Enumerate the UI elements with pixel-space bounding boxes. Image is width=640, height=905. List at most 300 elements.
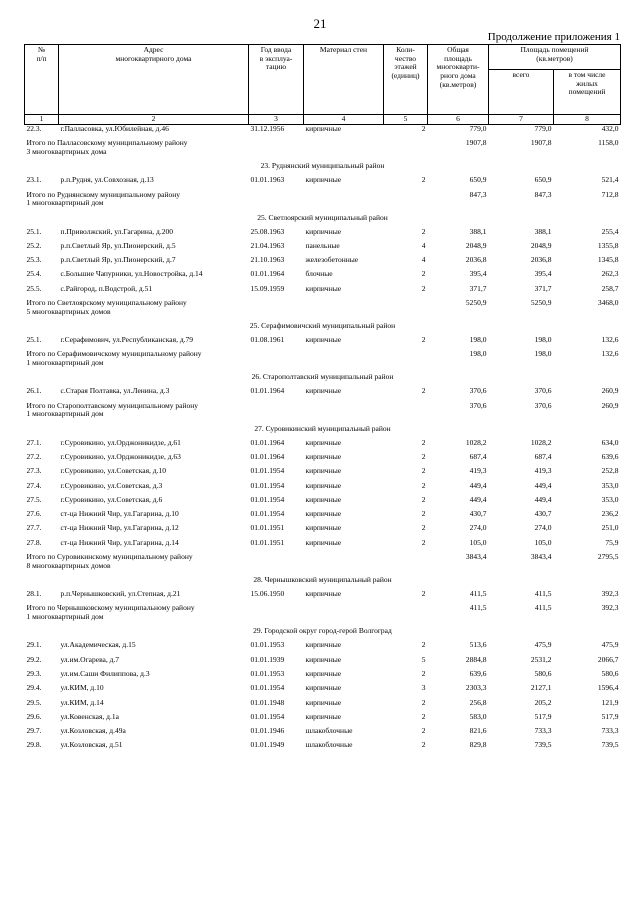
material-cell: блочные: [305, 270, 333, 279]
subtotal-residential: 132,6: [601, 350, 619, 359]
table-row: [25, 524, 621, 538]
row-number: 27.2.: [26, 452, 42, 461]
year-cell: 01.01.1964: [250, 270, 285, 279]
header-num: № п/п: [25, 45, 59, 115]
total-area-cell: 650,9: [469, 176, 487, 185]
residential-area-cell: 639,6: [601, 452, 619, 461]
material-cell: панельные: [305, 241, 340, 250]
column-numbers-row: [25, 115, 621, 125]
subtotal-total-area: 198,0: [469, 350, 487, 359]
total-area-cell: 395,4: [469, 270, 487, 279]
material-cell: кирпичные: [305, 669, 342, 678]
floors-cell: 2: [421, 387, 426, 396]
address-cell: р.п.Чернышковский, ул.Степная, д.21: [60, 590, 181, 599]
subtotal-total-area: 370,6: [469, 401, 487, 410]
total-area-cell: 105,0: [469, 538, 487, 547]
address-cell: г.Суровикино, ул.Орджоникидзе, д.61: [60, 438, 181, 447]
header-material: Материал стен: [304, 45, 384, 115]
section-heading-row: [25, 576, 621, 590]
residential-area-cell: 521,4: [601, 176, 619, 185]
material-cell: кирпичные: [305, 510, 342, 519]
header-floors: Коли- чество этажей (единиц): [384, 45, 428, 115]
header-year: Год ввода в эксплуа- тацию: [249, 45, 304, 115]
row-number: 25.5.: [26, 284, 42, 293]
floors-cell: 2: [421, 641, 426, 650]
floors-cell: 2: [421, 727, 426, 736]
section-heading: 25. Светлоярский муниципальный район: [257, 213, 388, 222]
row-number: 25.3.: [26, 256, 42, 265]
table-row: [25, 590, 621, 604]
premises-all-cell: 205,2: [534, 698, 552, 707]
material-cell: шлакоблочные: [305, 727, 353, 736]
header-all: всего: [489, 70, 554, 115]
year-cell: 01.01.1954: [250, 712, 285, 721]
address-cell: с.Большие Чапурники, ул.Новостройка, д.14: [60, 270, 203, 279]
table-row: [25, 336, 621, 350]
premises-all-cell: 733,3: [534, 727, 552, 736]
row-number: 29.3.: [26, 669, 42, 678]
floors-cell: 2: [421, 336, 426, 345]
total-area-cell: 449,4: [469, 495, 487, 504]
floors-cell: 2: [421, 467, 426, 476]
floors-cell: 2: [421, 227, 426, 236]
row-number: 29.4.: [26, 684, 42, 693]
material-cell: кирпичные: [305, 284, 342, 293]
material-cell: кирпичные: [305, 495, 342, 504]
material-cell: железобетонные: [305, 256, 359, 265]
year-cell: 15.09.1959: [250, 284, 285, 293]
address-cell: г.Серафимович, ул.Республиканская, д.79: [60, 336, 194, 345]
address-cell: г.Суровикино, ул.Советская, д.6: [60, 495, 163, 504]
row-number: 25.1.: [26, 336, 42, 345]
subtotal-total-area: 5250,9: [465, 299, 487, 308]
table-row: [25, 727, 621, 741]
floors-cell: 5: [421, 655, 426, 664]
year-cell: 01.01.1964: [250, 452, 285, 461]
row-number: 29.2.: [26, 655, 42, 664]
premises-all-cell: 430,7: [534, 510, 552, 519]
premises-all-cell: 2127,1: [530, 684, 552, 693]
premises-all-cell: 449,4: [534, 495, 552, 504]
subtotal-row: [25, 604, 621, 627]
residential-area-cell: 392,3: [601, 590, 619, 599]
total-area-cell: 274,0: [469, 524, 487, 533]
year-cell: 31.12.1956: [249, 125, 304, 140]
subtotal-row: [25, 350, 621, 373]
row-number: 27.5.: [26, 495, 42, 504]
total-area-cell: 829,8: [469, 741, 487, 750]
year-cell: 25.08.1963: [250, 227, 285, 236]
premises-all-cell: 739,5: [534, 741, 552, 750]
floors-cell: 2: [421, 438, 426, 447]
subtotal-residential: 392,3: [601, 604, 619, 613]
year-cell: 01.01.1951: [250, 524, 285, 533]
table-row: [25, 256, 621, 270]
premises-all-cell: 274,0: [534, 524, 552, 533]
address-cell: ул.КИМ, д.10: [60, 684, 104, 693]
subtotal-label: Итого по Палласовскому муниципальному району 3 многоквартирных дома: [26, 139, 188, 156]
total-area-cell: 583,0: [469, 712, 487, 721]
column-number: 4: [304, 115, 384, 125]
table-row: [25, 242, 621, 256]
residential-area-cell: 475,9: [601, 641, 619, 650]
floors-cell: 4: [421, 256, 426, 265]
floors-cell: 2: [421, 481, 426, 490]
table-row: [25, 176, 621, 190]
subtotal-premises-all: 370,6: [534, 401, 552, 410]
material-cell: кирпичные: [305, 524, 342, 533]
material-cell: кирпичные: [305, 387, 342, 396]
subtotal-residential: 2795,5: [597, 553, 619, 562]
total-area-cell: 2884,8: [465, 655, 487, 664]
premises-all-cell: 2036,8: [530, 256, 552, 265]
floors-cell: 2: [421, 538, 426, 547]
row-number: 26.1.: [26, 387, 42, 396]
year-cell: 01.01.1963: [250, 176, 285, 185]
column-number: 3: [249, 115, 304, 125]
subtotal-total-area: 3843,4: [465, 553, 487, 562]
floors-cell: 3: [421, 684, 426, 693]
floors-cell: 2: [421, 510, 426, 519]
year-cell: 21.04.1963: [250, 241, 285, 250]
year-cell: 01.01.1949: [250, 741, 285, 750]
address-cell: ул.им.Саши Филиппова, д.3: [60, 669, 150, 678]
year-cell: 01.01.1951: [250, 538, 285, 547]
subtotal-premises-all: 198,0: [534, 350, 552, 359]
section-heading-row: [25, 627, 621, 641]
material-cell: кирпичные: [305, 336, 342, 345]
subtotal-premises-all: 411,5: [534, 604, 552, 613]
housing-table: [24, 44, 621, 756]
floors-cell: 2: [421, 176, 426, 185]
residential-area-cell: 517,9: [601, 712, 619, 721]
table-row: [25, 496, 621, 510]
residential-area-cell: 75,9: [605, 538, 619, 547]
floors-cell: 2: [421, 741, 426, 750]
total-area-cell: 2036,8: [465, 256, 487, 265]
address-cell: р.п.Рудня, ул.Совхозная, д.13: [60, 176, 154, 185]
row-number: 25.1.: [26, 227, 42, 236]
address-cell: ст-ца Нижний Чир, ул.Гагарина, д.10: [60, 510, 179, 519]
material-cell: кирпичные: [305, 538, 342, 547]
row-number: 27.3.: [26, 467, 42, 476]
total-area-cell: 370,6: [469, 387, 487, 396]
column-number: 8: [554, 115, 621, 125]
row-number: 27.1.: [26, 438, 42, 447]
page-number: 21: [313, 16, 327, 31]
floors-cell: 2: [421, 452, 426, 461]
address-cell: ул.Козловская, д.49а: [60, 727, 126, 736]
total-area-cell: 687,4: [469, 452, 487, 461]
premises-all-cell: 411,5: [534, 590, 552, 599]
subtotal-residential: 1158,0: [598, 139, 619, 148]
premises-all-cell: 517,9: [534, 712, 552, 721]
subtotal-premises-all: 847,3: [534, 190, 552, 199]
section-heading: 28. Чернышковский муниципальный район: [253, 576, 392, 585]
floors-cell: 2: [421, 270, 426, 279]
premises-all-cell: 449,4: [534, 481, 552, 490]
residential-area-cell: 121,9: [601, 698, 619, 707]
address-cell: ул.Ковенская, д.1а: [60, 712, 119, 721]
year-cell: 01.01.1939: [250, 655, 285, 664]
subtotal-total-area: 847,3: [469, 190, 487, 199]
floors-cell: 2: [421, 698, 426, 707]
premises-all-cell: 395,4: [534, 270, 552, 279]
premises-all-cell: 371,7: [534, 284, 552, 293]
residential-area-cell: 739,5: [601, 741, 619, 750]
material-cell: кирпичные: [305, 227, 342, 236]
residential-area-cell: 258,7: [601, 284, 619, 293]
row-number: 22.3.: [25, 125, 59, 140]
year-cell: 01.08.1961: [250, 336, 285, 345]
address-cell: п.Приволжский, ул.Гагарина, д.200: [60, 227, 173, 236]
address-cell: ул.им.Огарева, д.7: [60, 655, 120, 664]
table-body: [25, 125, 621, 756]
total-area-cell: 779,0: [428, 125, 489, 140]
column-number: 6: [428, 115, 489, 125]
material-cell: шлакоблочные: [305, 741, 353, 750]
total-area-cell: 388,1: [469, 227, 487, 236]
row-number: 29.6.: [26, 712, 42, 721]
floors-cell: 2: [421, 495, 426, 504]
row-number: 29.8.: [26, 741, 42, 750]
total-area-cell: 430,7: [469, 510, 487, 519]
premises-all-cell: 2531,2: [530, 655, 552, 664]
address-cell: г.Суровикино, ул.Советская, д.10: [60, 467, 166, 476]
table-row: [25, 741, 621, 755]
material-cell: кирпичные: [305, 176, 342, 185]
year-cell: 01.01.1964: [250, 438, 285, 447]
premises-all-cell: 2048,9: [530, 241, 552, 250]
premises-all-cell: 650,9: [534, 176, 552, 185]
year-cell: 21.10.1963: [250, 256, 285, 265]
subtotal-total-area: 1907,8: [465, 139, 487, 148]
residential-area-cell: 252,8: [601, 467, 619, 476]
residential-area-cell: 260,9: [601, 387, 619, 396]
premises-all-cell: 580,6: [534, 669, 552, 678]
table-row: [25, 510, 621, 524]
subtotal-label: Итого по Серафимовичскому муниципальному району 1 многоквартирный дом: [26, 350, 202, 367]
residential-area-cell: 353,0: [601, 495, 619, 504]
subtotal-row: [25, 402, 621, 425]
section-heading-row: [25, 322, 621, 336]
address-cell: ст-ца Нижний Чир, ул.Гагарина, д.12: [60, 524, 179, 533]
subtotal-label: Итого по Светлоярскому муниципальному району 5 многоквартирных домов: [26, 299, 187, 316]
premises-all-cell: 687,4: [534, 452, 552, 461]
address-cell: с.Райгород, п.Водстрой, д.51: [60, 284, 153, 293]
material-cell: кирпичные: [305, 655, 342, 664]
subtotal-residential: 712,8: [601, 190, 619, 199]
year-cell: 01.01.1946: [250, 727, 285, 736]
table-row: [25, 656, 621, 670]
floors-cell: 2: [421, 669, 426, 678]
premises-all-cell: 198,0: [534, 336, 552, 345]
year-cell: 01.01.1954: [250, 481, 285, 490]
table-row: [25, 285, 621, 299]
continuation-label: Продолжение приложения 1: [487, 31, 620, 43]
residential-area-cell: 1355,8: [597, 241, 619, 250]
table-row: [25, 713, 621, 727]
address-cell: ул.Академическая, д.15: [60, 641, 136, 650]
residential-area-cell: 262,3: [601, 270, 619, 279]
header-total-area: Общая площадь многокварти- рного дома (кв.метров): [428, 45, 489, 115]
subtotal-residential: 3468,0: [597, 299, 619, 308]
material-cell: кирпичные: [305, 712, 342, 721]
material-cell: кирпичные: [305, 590, 342, 599]
total-area-cell: 419,3: [469, 467, 487, 476]
residential-area-cell: 634,0: [601, 438, 619, 447]
premises-all-cell: 475,9: [534, 641, 552, 650]
total-area-cell: 256,8: [469, 698, 487, 707]
material-cell: кирпичные: [305, 684, 342, 693]
premises-all-cell: 370,6: [534, 387, 552, 396]
floors-cell: 2: [421, 524, 426, 533]
residential-area-cell: 251,0: [601, 524, 619, 533]
residential-area-cell: 432,0: [554, 125, 621, 140]
table-row: [25, 641, 621, 655]
address-cell: ст-ца Нижний Чир, ул.Гагарина, д.14: [60, 538, 179, 547]
column-number: 2: [59, 115, 249, 125]
row-number: 23.1.: [26, 176, 42, 185]
table-row: [25, 270, 621, 284]
row-number: 27.7.: [26, 524, 42, 533]
row-number: 25.4.: [26, 270, 42, 279]
material-cell: кирпичные: [305, 467, 342, 476]
premises-all-cell: 419,3: [534, 467, 552, 476]
table-row: [25, 125, 621, 140]
subtotal-residential: 260,9: [601, 401, 619, 410]
residential-area-cell: 132,6: [601, 336, 619, 345]
material-cell: кирпичные: [304, 125, 384, 140]
column-number: 5: [384, 115, 428, 125]
section-heading: 23. Руднянский муниципальный район: [260, 162, 385, 171]
total-area-cell: 2048,9: [465, 241, 487, 250]
column-number: 1: [25, 115, 59, 125]
residential-area-cell: 2066,7: [597, 655, 619, 664]
row-number: 25.2.: [26, 241, 42, 250]
section-heading: 25. Серафимовичский муниципальный район: [249, 322, 396, 331]
premises-all-cell: 779,0: [489, 125, 554, 140]
subtotal-row: [25, 299, 621, 322]
total-area-cell: 821,6: [469, 727, 487, 736]
header-residential: в том числе жилых помещений: [554, 70, 621, 115]
address-cell: с.Старая Полтавка, ул.Ленина, д.3: [60, 387, 170, 396]
residential-area-cell: 1596,4: [597, 684, 619, 693]
residential-area-cell: 236,2: [601, 510, 619, 519]
total-area-cell: 371,7: [469, 284, 487, 293]
header-premises: Площадь помещений (кв.метров): [489, 45, 621, 70]
header-address: Адрес многоквартирного дома: [59, 45, 249, 115]
premises-all-cell: 388,1: [534, 227, 552, 236]
address-cell: р.п.Светлый Яр, ул.Пионерский, д.5: [60, 241, 176, 250]
total-area-cell: 198,0: [469, 336, 487, 345]
address-cell: ул.КИМ, д.14: [60, 698, 104, 707]
residential-area-cell: 580,6: [601, 669, 619, 678]
year-cell: 01.01.1954: [250, 467, 285, 476]
year-cell: 01.01.1954: [250, 510, 285, 519]
table-row: [25, 482, 621, 496]
floors-cell: 4: [421, 241, 426, 250]
year-cell: 01.01.1948: [250, 698, 285, 707]
year-cell: 01.01.1953: [250, 669, 285, 678]
floors-cell: 2: [421, 284, 426, 293]
table-row: [25, 684, 621, 698]
floors-cell: 2: [421, 590, 426, 599]
subtotal-label: Итого по Чернышковскому муниципальному району 1 многоквартирный дом: [26, 604, 195, 621]
section-heading: 27. Суровикинский муниципальный район: [254, 424, 391, 433]
material-cell: кирпичные: [305, 438, 342, 447]
total-area-cell: 1028,2: [465, 438, 487, 447]
year-cell: 01.01.1964: [250, 387, 285, 396]
year-cell: 01.01.1954: [250, 495, 285, 504]
section-heading-row: [25, 162, 621, 176]
address-cell: г.Палласовка, ул.Юбилейная, д.46: [59, 125, 249, 140]
subtotal-row: [25, 139, 621, 162]
subtotal-premises-all: 1907,8: [530, 139, 552, 148]
material-cell: кирпичные: [305, 481, 342, 490]
row-number: 29.1.: [26, 641, 42, 650]
address-cell: ул.Козловская, д.51: [60, 741, 123, 750]
column-number: 7: [489, 115, 554, 125]
year-cell: 01.01.1953: [250, 641, 285, 650]
material-cell: кирпичные: [305, 641, 342, 650]
floors-cell: 2: [384, 125, 428, 140]
residential-area-cell: 255,4: [601, 227, 619, 236]
row-number: 27.6.: [26, 510, 42, 519]
row-number: 29.7.: [26, 727, 42, 736]
total-area-cell: 639,6: [469, 669, 487, 678]
total-area-cell: 411,5: [469, 590, 487, 599]
table-row: [25, 228, 621, 242]
total-area-cell: 449,4: [469, 481, 487, 490]
table-row: [25, 439, 621, 453]
year-cell: 15.06.1950: [250, 590, 285, 599]
subtotal-label: Итого по Старополтавскому муниципальному району 1 многоквартирный дом: [26, 401, 198, 419]
table-row: [25, 699, 621, 713]
material-cell: кирпичные: [305, 452, 342, 461]
table-row: [25, 539, 621, 553]
address-cell: г.Суровикино, ул.Орджоникидзе, д.63: [60, 452, 181, 461]
address-cell: р.п.Светлый Яр, ул.Пионерский, д.7: [60, 256, 176, 265]
row-number: 29.5.: [26, 698, 42, 707]
subtotal-premises-all: 3843,4: [530, 553, 552, 562]
address-cell: г.Суровикино, ул.Советская, д.3: [60, 481, 163, 490]
section-heading: 26. Старополтавский муниципальный район: [251, 373, 394, 382]
subtotal-total-area: 411,5: [469, 604, 487, 613]
table-row: [25, 670, 621, 684]
material-cell: кирпичные: [305, 698, 342, 707]
table-row: [25, 467, 621, 481]
residential-area-cell: 353,0: [601, 481, 619, 490]
row-number: 28.1.: [26, 590, 42, 599]
floors-cell: 2: [421, 712, 426, 721]
year-cell: 01.01.1954: [250, 684, 285, 693]
subtotal-premises-all: 5250,9: [530, 299, 552, 308]
subtotal-label: Итого по Суровикинскому муниципальному району 8 многоквартирных домов: [26, 553, 193, 570]
total-area-cell: 2303,3: [465, 684, 487, 693]
premises-all-cell: 1028,2: [530, 438, 552, 447]
section-heading-row: [25, 214, 621, 228]
total-area-cell: 513,6: [469, 641, 487, 650]
residential-area-cell: 733,3: [601, 727, 619, 736]
section-heading: 29. Городской округ город-герой Волгоград: [253, 627, 392, 636]
table-row: [25, 387, 621, 401]
table-row: [25, 453, 621, 467]
subtotal-row: [25, 191, 621, 214]
row-number: 27.4.: [26, 481, 42, 490]
row-number: 27.8.: [26, 538, 42, 547]
section-heading-row: [25, 425, 621, 439]
